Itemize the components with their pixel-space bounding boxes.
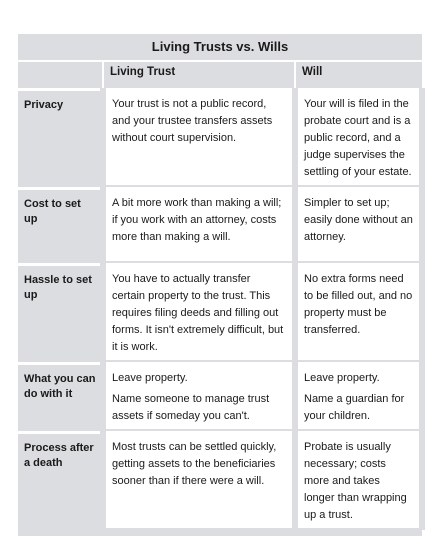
trust-cell [103,433,295,531]
cell-text: Your trust is not a public record, and your trustee transfers assets without court supervision. [112,98,273,144]
cell-text: Simpler to set up; easily done without an attorney. [304,197,413,243]
table-bottom-border [18,530,422,536]
row-label: Process after a death [18,433,103,531]
row-label: Hassle to set up [18,265,103,364]
table-row-hassle [18,265,422,364]
cell-text: Leave property. [112,372,188,384]
header-living-trust: Living Trust [103,62,295,90]
row-label: What you can do with it [18,364,103,433]
table-row-privacy [18,90,422,189]
cell-text: Probate is usually necessary; costs more and takes longer than wrapping up a trust. [304,441,407,521]
cell-text: No extra forms need to be filled out, and no property must be transferred. [304,273,413,336]
table-title: Living Trusts vs. Wills [18,34,422,62]
will-cell [295,90,422,189]
comparison-table [18,62,425,530]
cell-text: Name someone to manage trust assets if someday you can't. [112,393,270,422]
row-label: Privacy [18,90,103,189]
will-cell [295,433,422,531]
header-empty [18,62,103,90]
table-row-what-you-can-do [18,364,422,433]
cell-text: Most trusts can be settled quickly, getting assets to the beneficiaries sooner than if there were a will. [112,441,277,487]
will-cell [295,265,422,364]
cell-text: You have to actually transfer certain property to the trust. This requires filing deeds and filling out forms. It isn't extremely difficult, but it is work. [112,273,284,353]
cell-text: Name a guardian for your children. [304,393,405,422]
table-row-cost [18,189,422,265]
header-will: Will [295,62,422,90]
header-row [18,62,422,90]
trust-cell [103,364,295,433]
trust-cell [103,189,295,265]
cell-text: A bit more work than making a will; if you work with an attorney, costs more than making a will. [112,197,282,243]
cell-text: Your will is filed in the probate court and is a public record, and a judge supervises the settling of your estate. [304,98,412,178]
will-cell [295,189,422,265]
row-label: Cost to set up [18,189,103,265]
will-cell [295,364,422,433]
trust-cell [103,90,295,189]
table-row-process-after-death [18,433,422,531]
trust-cell [103,265,295,364]
cell-text: Leave property. [304,372,380,384]
comparison-table-figure [18,34,422,536]
